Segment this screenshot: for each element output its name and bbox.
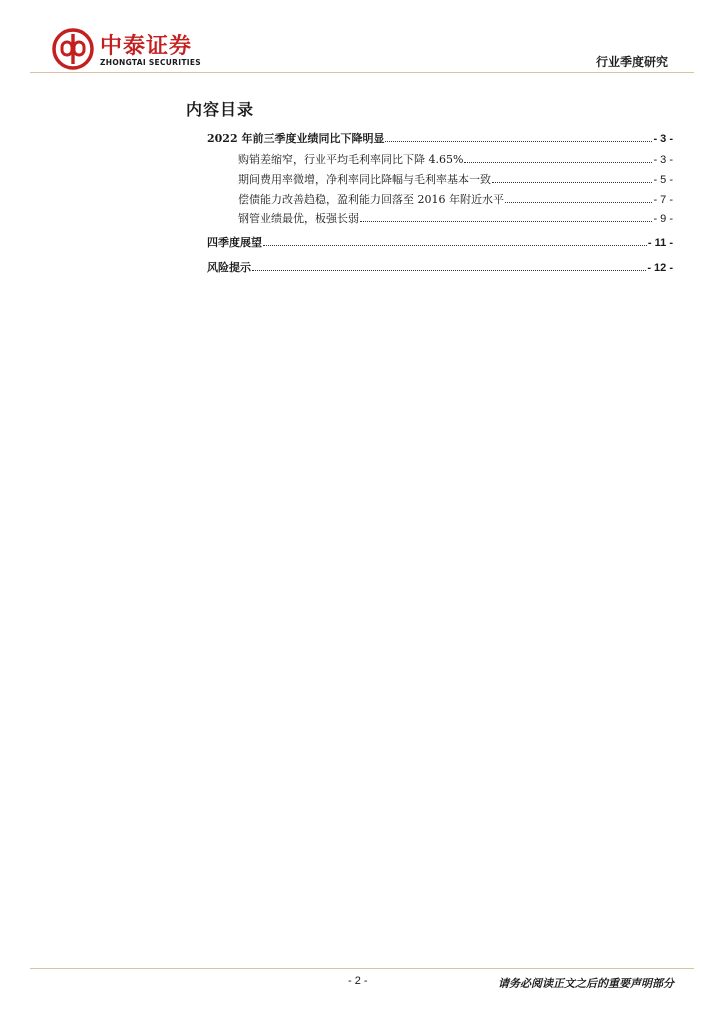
- toc-entry-title: 2022 年前三季度业绩同比下降明显: [207, 132, 385, 145]
- footer-divider: [30, 968, 694, 969]
- toc-entry-page: - 11 -: [647, 237, 673, 249]
- page-header: [0, 0, 724, 80]
- toc-entry-title: 期间费用率微增，净利率同比降幅与毛利率基本一致: [238, 173, 491, 186]
- page-number: - 2 -: [348, 975, 368, 987]
- toc-entry[interactable]: [207, 130, 673, 146]
- toc-leader-dots: [252, 270, 646, 271]
- toc-leader-dots: [263, 245, 647, 246]
- toc-entry-title: 偿债能力改善趋稳，盈利能力回落至 2016 年附近水平: [238, 193, 504, 206]
- toc-entry[interactable]: [207, 259, 673, 275]
- toc-entry-title: 购销差缩窄，行业平均毛利率同比下降 4.65%: [238, 153, 464, 166]
- toc-entry-title: 风险提示: [207, 261, 251, 274]
- toc-leader-dots: [464, 162, 652, 163]
- footer-disclaimer: 请务必阅读正文之后的重要声明部分: [498, 977, 674, 990]
- toc-entry[interactable]: [207, 151, 673, 167]
- toc-entry-title: 钢管业绩最优，板强长弱: [238, 212, 359, 225]
- header-divider: [30, 72, 694, 73]
- toc-entry-page: - 12 -: [647, 262, 673, 274]
- toc-entry-page: - 3 -: [653, 133, 673, 145]
- toc-leader-dots: [492, 182, 652, 183]
- toc-entry-page: - 5 -: [653, 174, 673, 186]
- toc-entry[interactable]: [207, 171, 673, 187]
- toc-leader-dots: [505, 202, 652, 203]
- zhongtai-logo-icon: [52, 28, 94, 70]
- toc-title: 内容目录: [186, 100, 255, 119]
- toc-entry-title: 四季度展望: [207, 236, 262, 249]
- logo-chinese-name: 中泰证券: [100, 34, 193, 59]
- logo-english-name: ZHONGTAI SECURITIES: [100, 58, 201, 67]
- toc-entry-page: - 3 -: [653, 154, 673, 166]
- toc-entry[interactable]: [207, 191, 673, 207]
- toc-entry-page: - 9 -: [653, 213, 673, 225]
- toc-leader-dots: [385, 141, 652, 142]
- toc-entry[interactable]: [207, 234, 673, 250]
- report-type: 行业季度研究: [595, 55, 668, 69]
- company-logo: [52, 28, 222, 72]
- toc-entry[interactable]: [207, 210, 673, 226]
- toc-entry-page: - 7 -: [653, 194, 673, 206]
- toc-leader-dots: [360, 221, 652, 222]
